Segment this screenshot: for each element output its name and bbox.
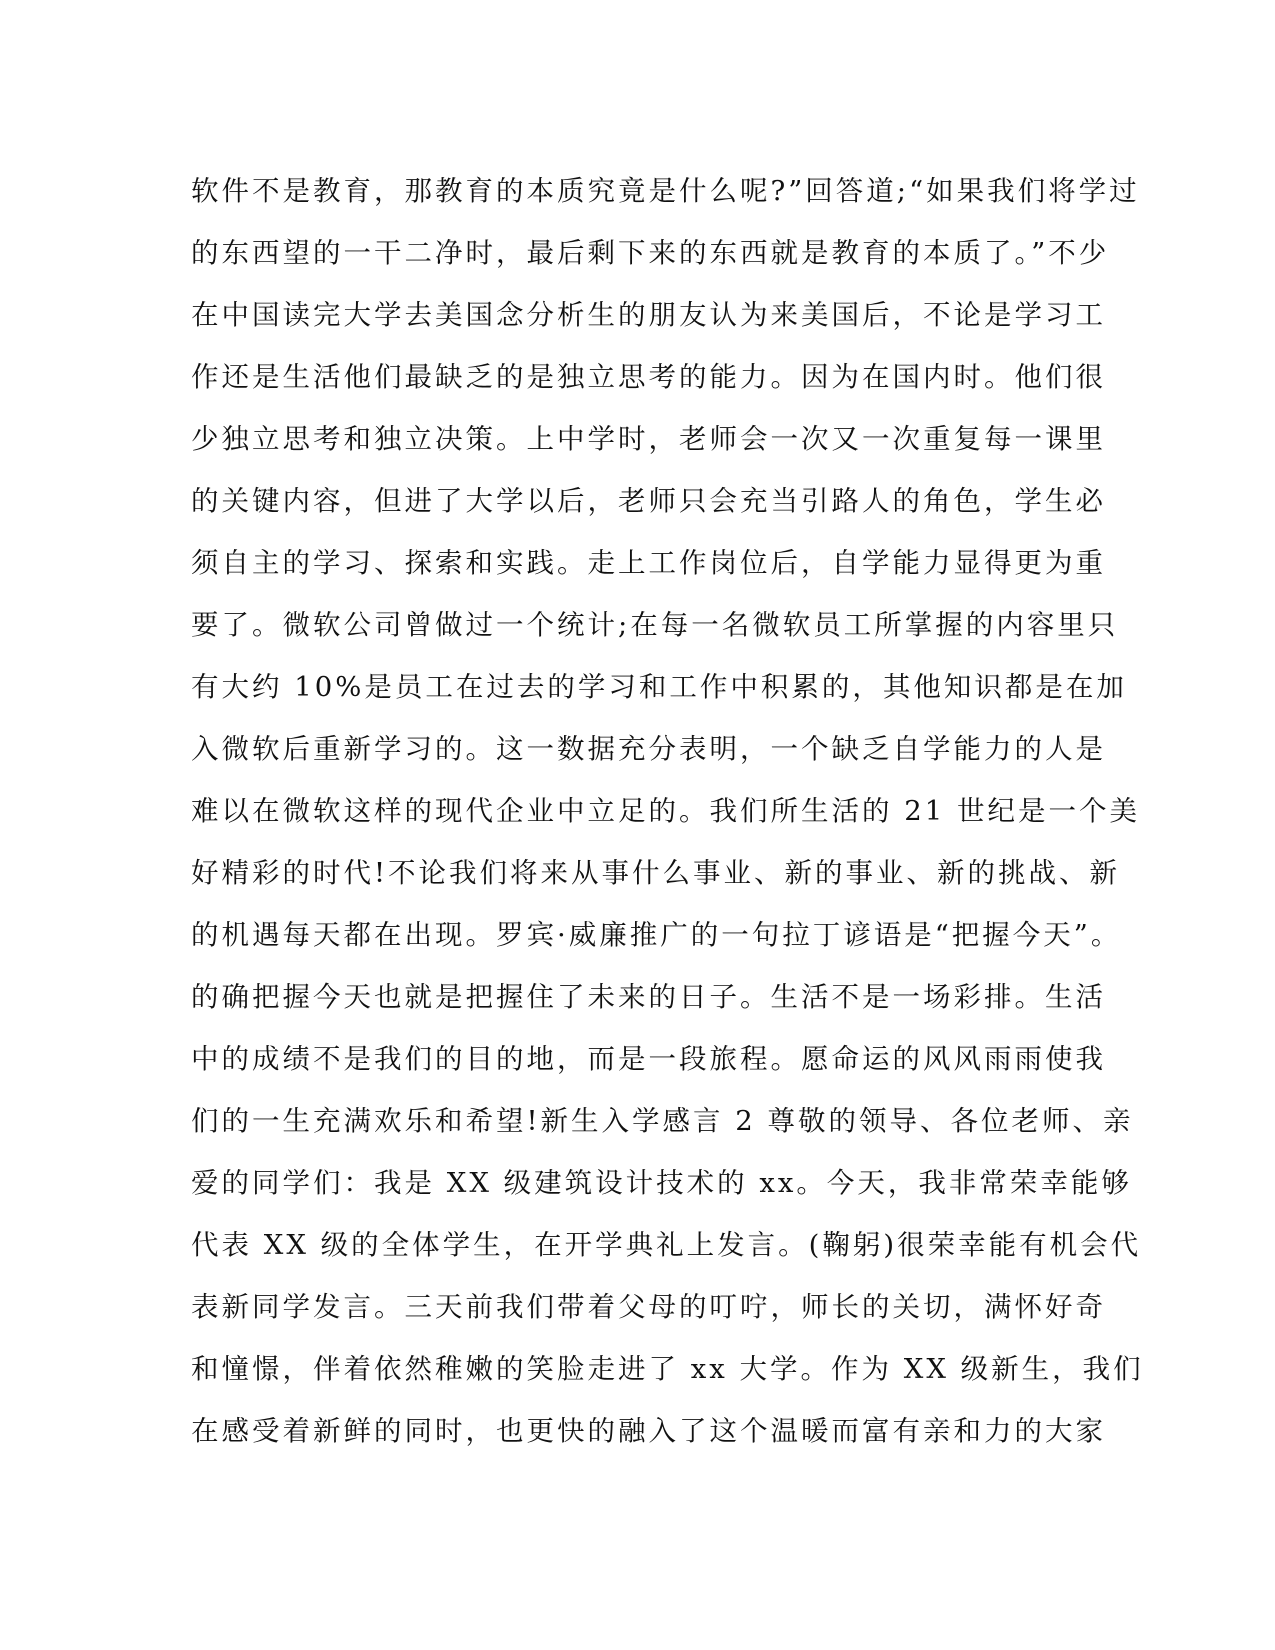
text-line: 有大约 10%是员工在过去的学习和工作中积累的，其他知识都是在加	[191, 671, 1127, 703]
text-line: 的关键内容，但进了大学以后，老师只会充当引路人的角色，学生必	[191, 485, 1106, 517]
text-line: 作还是生活他们最缺乏的是独立思考的能力。因为在国内时。他们很	[191, 361, 1106, 393]
text-line: 的东西望的一干二净时，最后剩下来的东西就是教育的本质了。”不少	[191, 237, 1110, 269]
text-line: 在感受着新鲜的同时，也更快的融入了这个温暖而富有亲和力的大家	[191, 1415, 1106, 1447]
text-line: 好精彩的时代!不论我们将来从事什么事业、新的事业、新的挑战、新	[191, 857, 1121, 889]
text-line: 中的成绩不是我们的目的地，而是一段旅程。愿命运的风风雨雨使我	[191, 1043, 1106, 1075]
text-line: 的确把握今天也就是把握住了未来的日子。生活不是一场彩排。生活	[191, 981, 1106, 1013]
text-line: 少独立思考和独立决策。上中学时，老师会一次又一次重复每一课里	[191, 423, 1106, 455]
text-line: 要了。微软公司曾做过一个统计;在每一名微软员工所掌握的内容里只	[191, 609, 1119, 641]
text-line: 入微软后重新学习的。这一数据充分表明，一个缺乏自学能力的人是	[191, 733, 1106, 765]
text-line: 难以在微软这样的现代企业中立足的。我们所生活的 21 世纪是一个美	[191, 795, 1140, 827]
text-line: 和憧憬，伴着依然稚嫩的笑脸走进了 xx 大学。作为 XX 级新生，我们	[191, 1353, 1144, 1385]
text-line: 软件不是教育，那教育的本质究竟是什么呢?”回答道;“如果我们将学过	[191, 175, 1140, 207]
text-line: 们的一生充满欢乐和希望!新生入学感言 2 尊敬的领导、各位老师、亲	[191, 1105, 1134, 1137]
text-line: 代表 XX 级的全体学生，在开学典礼上发言。(鞠躬)很荣幸能有机会代	[191, 1229, 1142, 1261]
text-line: 表新同学发言。三天前我们带着父母的叮咛，师长的关切，满怀好奇	[191, 1291, 1106, 1323]
text-line: 须自主的学习、探索和实践。走上工作岗位后，自学能力显得更为重	[191, 547, 1106, 579]
body-text	[191, 160, 1144, 1462]
text-line: 爱的同学们：我是 XX 级建筑设计技术的 xx。今天，我非常荣幸能够	[191, 1167, 1132, 1199]
text-line: 的机遇每天都在出现。罗宾·威廉推广的一句拉丁谚语是“把握今天”。	[191, 919, 1122, 951]
text-line: 在中国读完大学去美国念分析生的朋友认为来美国后，不论是学习工	[191, 299, 1106, 331]
